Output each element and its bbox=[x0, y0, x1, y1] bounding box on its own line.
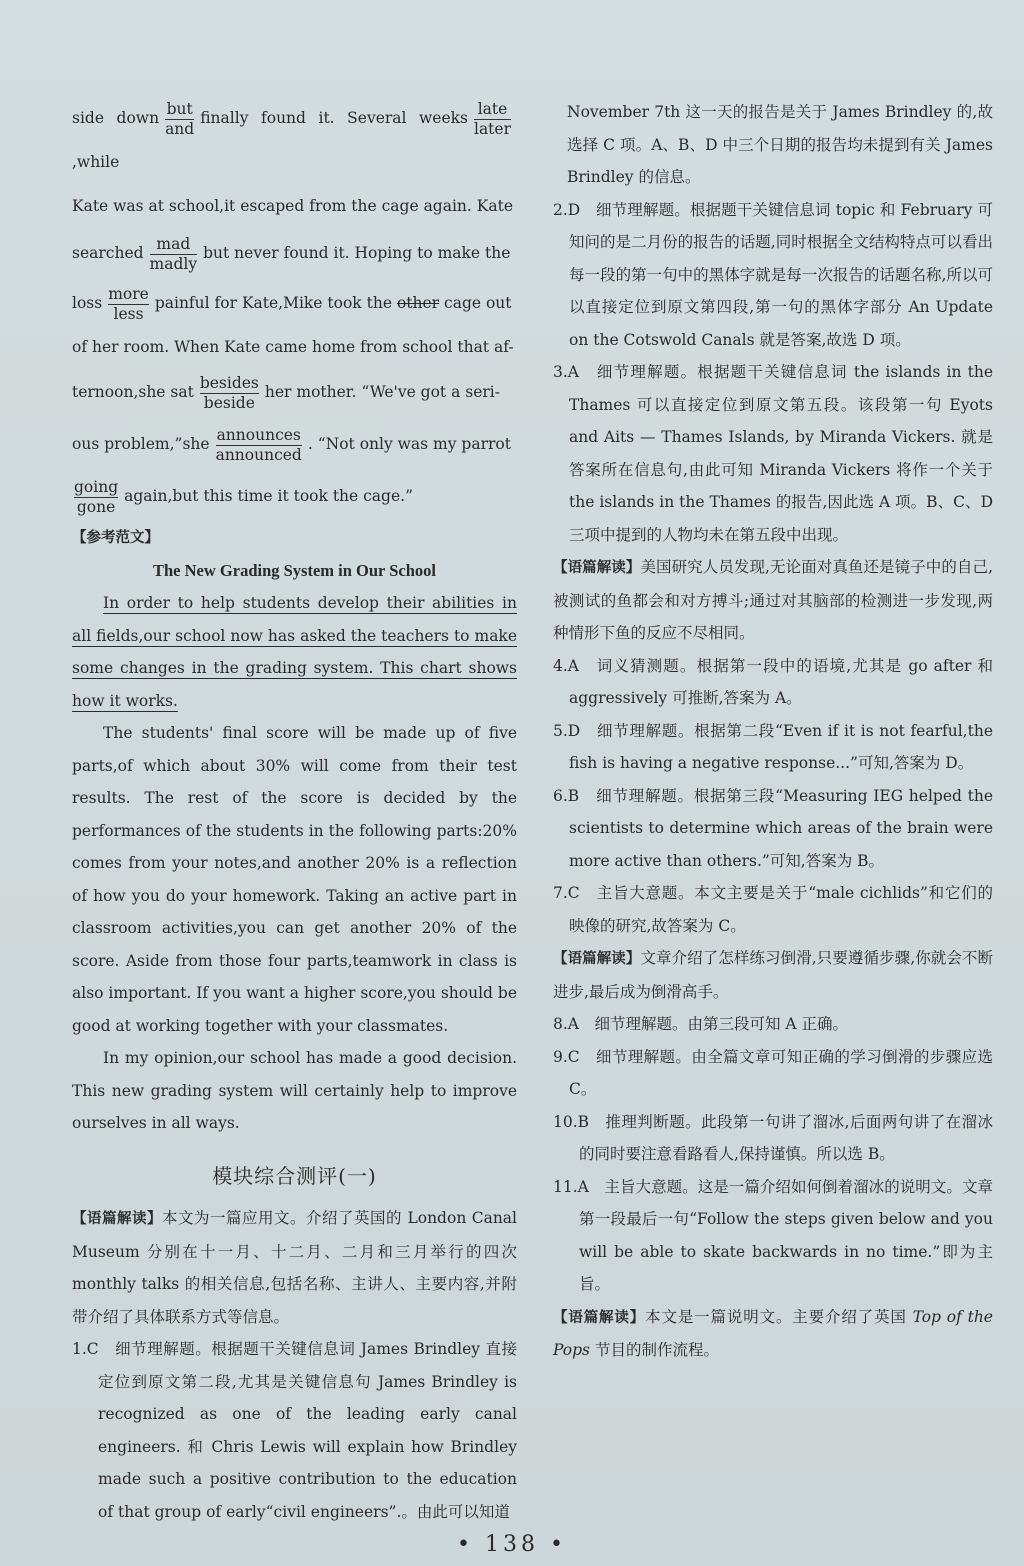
answer-item: 3.A 细节理解题。根据题干关键信息词 the islands in the Thames 可以直接定位到原文第五段。该段第一句 Eyots and Aits — Thames Islands, by Miranda Vickers. 就是答案所在信息句,由此可知 Miranda Vickers 将作一个关于 the islands in the Thames 的报告,因此选 A 项。B、C、D 三项中提到的人物均未在第五段中出现。 bbox=[553, 363, 993, 544]
essay-paragraph: In my opinion,our school has made a good decision. This new grading system will certainly help to improve ourselves in all ways. bbox=[72, 1049, 517, 1132]
error-correction-line: ternoon,she sat $\frac{\text{besides}}{\text{beside}}$ her mother. “We've got a seri- bbox=[72, 373, 500, 412]
section-title: 模块综合测评(一) bbox=[212, 1163, 377, 1188]
deleted-word: other bbox=[396, 294, 440, 312]
error-correction-line: of her room. When Kate came home from school that af- bbox=[72, 338, 514, 356]
essay-title: The New Grading System in Our School bbox=[153, 560, 436, 580]
answer-item: 8.A 细节理解题。由第三段可知 A 正确。 bbox=[553, 1015, 849, 1033]
essay-paragraph: The students' final score will be made up of five parts,of which about 30% will come from their test results. The rest of the score is decided by the performances of the students in the following parts:20% comes from your notes,and another 20% is a reflection of how you do your homework. Taking an active part in classroom activities,you can get another 20% of the score. Aside from those four parts,teamwork in class is also important. If you want a higher score,you should be good at working together with your classmates. bbox=[72, 724, 517, 1035]
right-column bbox=[553, 96, 993, 1367]
correction-mark: $\frac{\text{more}}{\text{less}}$ bbox=[108, 284, 149, 323]
error-correction-line: searched $\frac{\text{mad}}{\text{madly}}$ but never found it. Hoping to make the bbox=[72, 234, 511, 273]
passage-analysis: 【语篇解读】美国研究人员发现,无论面对真鱼还是镜子中的自己,被测试的鱼都会和对方搏斗;通过对其脑部的检测进一步发现,两种情形下鱼的反应不尽相同。 bbox=[553, 558, 994, 642]
correction-mark: $\frac{\text{mad}}{\text{madly}}$ bbox=[149, 234, 198, 273]
correction-mark: $\frac{\text{late}}{\text{later}}$ bbox=[473, 99, 511, 138]
passage-analysis: 【语篇解读】本文是一篇说明文。主要介绍了英国 Top of the Pops 节目的制作流程。 bbox=[553, 1307, 993, 1359]
page-number: • 138 • bbox=[457, 1532, 567, 1557]
answer-item: 2.D 细节理解题。根据题干关键信息词 topic 和 February 可知问的是二月份的报告的话题,同时根据全文结构特点可以看出每一段的第一句中的黑体字就是每一次报告的话题名称,所以可以直接定位到原文第四段,第一句的黑体字部分 An Update on the Cotswold Canals 就是答案,故选 D 项。 bbox=[553, 200, 993, 349]
error-correction-line: ous problem,”she $\frac{\text{announces}}{\text{announced}}$ . “Not only was my parrot bbox=[72, 425, 511, 464]
correction-mark: $\frac{\text{but}}{\text{and}}$ bbox=[165, 99, 195, 138]
error-correction-line: side down $\frac{\text{but}}{\text{and}}$ finally found it. Several weeks $\frac{\text{late}}{\text{later}}$ ,while bbox=[72, 99, 511, 171]
answer-item: 4.A 词义猜测题。根据第一段中的语境,尤其是 go after 和 aggressively 可推断,答案为 A。 bbox=[553, 656, 993, 707]
passage-analysis: 【语篇解读】文章介绍了怎样练习倒滑,只要遵循步骤,你就会不断进步,最后成为倒滑高手。 bbox=[553, 949, 994, 1001]
correction-mark: $\frac{\text{besides}}{\text{beside}}$ bbox=[199, 373, 259, 412]
passage-analysis: 【语篇解读】本文为一篇应用文。介绍了英国的 London Canal Museum 分别在十一月、十二月、二月和三月举行的四次 monthly talks 的相关信息,包括名称、主讲人、主要内容,并附带介绍了具体联系方式等信息。 bbox=[72, 1209, 518, 1326]
error-correction-line: loss $\frac{\text{more}}{\text{less}}$ painful for Kate,Mike took the other cage out bbox=[72, 284, 512, 323]
answer-item: 5.D 细节理解题。根据第二段“Even if it is not fearful,the fish is having a negative response...”可知,答案为 D。 bbox=[553, 721, 993, 772]
answer-item: 6.B 细节理解题。根据第三段“Measuring IEG helped the scientists to determine which areas of the brain were more active than others.”可知,答案为 B。 bbox=[553, 786, 993, 870]
answer-item: 1.C 细节理解题。根据题干关键信息词 James Brindley 直接定位到原文第二段,尤其是关键信息句 James Brindley is recognized as one of the leading early canal engineers. 和 Chris Lewis will explain how Brindley made such a positive contribution to the education of that group of early“civil engineers”.。由此可以知道 bbox=[72, 1340, 517, 1521]
correction-mark: $\frac{\text{announces}}{\text{announced}}$ bbox=[215, 425, 302, 464]
reference-essay-header: 【参考范文】 bbox=[72, 530, 159, 546]
left-column bbox=[72, 96, 517, 1528]
error-correction-line: $\frac{\text{going}}{\text{gone}}$ again,but this time it took the cage.” bbox=[74, 477, 413, 516]
essay-paragraph: In order to help students develop their abilities in all fields,our school now has asked the teachers to make some changes in the grading system. This chart shows how it works. bbox=[72, 594, 517, 710]
answer-item: 7.C 主旨大意题。本文主要是关于“male cichlids”和它们的映像的研究,故答案为 C。 bbox=[553, 884, 993, 935]
answer-item: 9.C 细节理解题。由全篇文章可知正确的学习倒滑的步骤应选 C。 bbox=[553, 1047, 993, 1098]
answer-item: 11.A 主旨大意题。这是一篇介绍如何倒着溜冰的说明文。文章第一段最后一句“Follow the steps given below and you will be able to skate backwards in no time.”即为主旨。 bbox=[553, 1177, 993, 1293]
error-correction-line: Kate was at school,it escaped from the cage again. Kate bbox=[72, 197, 513, 215]
correction-mark: $\frac{\text{going}}{\text{gone}}$ bbox=[74, 477, 119, 516]
answer-item: 10.B 推理判断题。此段第一句讲了溜冰,后面两句讲了在溜冰的同时要注意看路看人,保持谨慎。所以选 B。 bbox=[553, 1112, 993, 1163]
answer-item-continued: November 7th 这一天的报告是关于 James Brindley 的,故选择 C 项。A、B、D 中三个日期的报告均未提到有关 James Brindley 的信息。 bbox=[567, 103, 993, 186]
